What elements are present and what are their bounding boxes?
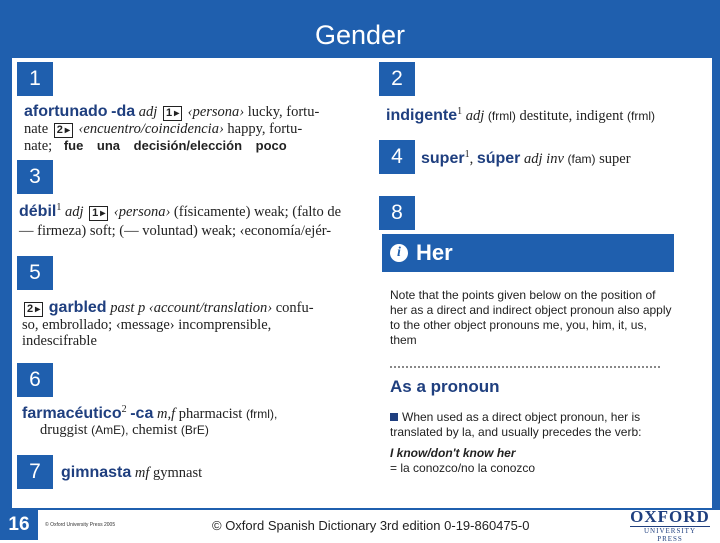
note-title-bar [382, 234, 674, 272]
dotted-divider [390, 366, 660, 368]
superscript: 1 [56, 202, 62, 213]
headword: débil [19, 202, 57, 220]
note-bullet [390, 410, 675, 440]
badge-6: 6 [17, 363, 53, 397]
entry-debil [19, 200, 364, 239]
superscript: 1 [457, 106, 463, 117]
headword: farmacéutico [22, 404, 122, 422]
headword-alt: súper [476, 149, 521, 167]
entry-gimnasta [61, 465, 361, 481]
register: (frml) [627, 108, 656, 123]
badge-7: 7 [17, 455, 53, 489]
headword-suffix: -ca [130, 404, 154, 422]
register: (frml) [487, 108, 516, 123]
translation: confu- [275, 300, 314, 316]
badge-5: 5 [17, 256, 53, 290]
page-number: 16 [0, 510, 38, 540]
register: (físicamente) [173, 203, 251, 220]
translation: pharmacist [178, 405, 243, 422]
sense-number: 2 ▸ [54, 123, 73, 138]
bullet-square-icon [390, 413, 398, 421]
register: (BrE) [180, 422, 209, 437]
context: ‹account/translation› [148, 300, 273, 316]
translation: druggist [40, 421, 88, 438]
register: (fam) [567, 151, 596, 166]
entry-super: super$^1$, súper adj inv (fam) super [421, 149, 631, 167]
bullet-text: When used as a direct object pronoun, her is translated by la, and usually precedes the verb: [390, 410, 642, 439]
translation: happy, fortu- [227, 121, 303, 137]
pos-label: adj [64, 203, 84, 220]
context: ‹encuentro/coincidencia› [78, 121, 224, 137]
logo-top: OXFORD [630, 507, 710, 526]
badge-8: 8 [379, 196, 415, 230]
badge-1: 1 [17, 62, 53, 96]
superscript: 1 [464, 149, 470, 160]
translation: super [599, 150, 631, 167]
translation-cont: indescifrable [22, 333, 97, 349]
entry-farmaceutico [22, 402, 362, 438]
translation: lucky, fortu- [247, 104, 320, 120]
badge-2: 2 [379, 62, 415, 96]
pos-label: past p [110, 300, 146, 316]
oxford-logo [630, 508, 710, 543]
entry-afortunado [24, 104, 354, 154]
sense-number: 1 ▸ [163, 106, 182, 121]
example-es: = la conozco/no la conozco [390, 461, 536, 475]
badge-3: 3 [17, 160, 53, 194]
slide-title: Gender [314, 20, 406, 50]
pos-label: m,f [156, 405, 176, 422]
headword: gimnasta [61, 464, 132, 481]
pos-label: adj [138, 104, 158, 120]
headword: garbled [48, 299, 107, 316]
headword-suffix: -da [111, 103, 136, 120]
sense-number: 2 ▸ [24, 302, 43, 317]
note-subhead: As a pronoun [390, 377, 500, 396]
headword: super [421, 149, 465, 167]
translation: chemist [132, 421, 178, 438]
translation-cont: nate; [24, 138, 53, 154]
info-icon: i [390, 244, 408, 262]
sense-number: 1 ▸ [89, 206, 108, 221]
entry-garbled [22, 300, 362, 349]
entry-indigente [386, 104, 716, 124]
translation-cont: nate [24, 121, 49, 137]
headword: indigente [386, 106, 458, 124]
note-title: Her [416, 240, 453, 265]
translation: destitute, indigent [519, 107, 624, 124]
context: ‹persona› [187, 104, 245, 120]
logo-bottom: UNIVERSITY PRESS [644, 527, 696, 543]
pos-label: adj [465, 107, 485, 124]
badge-4: 4 [379, 140, 415, 174]
headword: afortunado [24, 103, 108, 120]
small-copyright: © Oxford University Press 2005 [45, 522, 116, 528]
translation: weak; (falto de [254, 203, 342, 220]
context: ‹persona› [113, 203, 171, 220]
translation-cont: so, embrollado; ‹message› incomprensible, [22, 317, 272, 333]
pos-label: mf [134, 465, 150, 481]
example-en: I know/don't know her [390, 446, 516, 460]
pos-label: adj inv [524, 150, 564, 167]
footer-copyright: © Oxford Spanish Dictionary 3rd edition 0-19-860475-0 [212, 518, 530, 533]
superscript: 2 [121, 404, 127, 415]
translation: gymnast [153, 465, 203, 481]
translation-cont: — firmeza) soft; (— voluntad) weak; ‹economía/ejér- [19, 222, 332, 239]
register: (AmE), [91, 422, 129, 437]
example: fue una decisión/elección poco [63, 138, 287, 153]
note-text: Note that the points given below on the position of her as a direct and indirect object pronoun also apply to the other object pronouns me, you, him, it, us, them [390, 288, 672, 347]
register: (frml), [245, 406, 278, 421]
